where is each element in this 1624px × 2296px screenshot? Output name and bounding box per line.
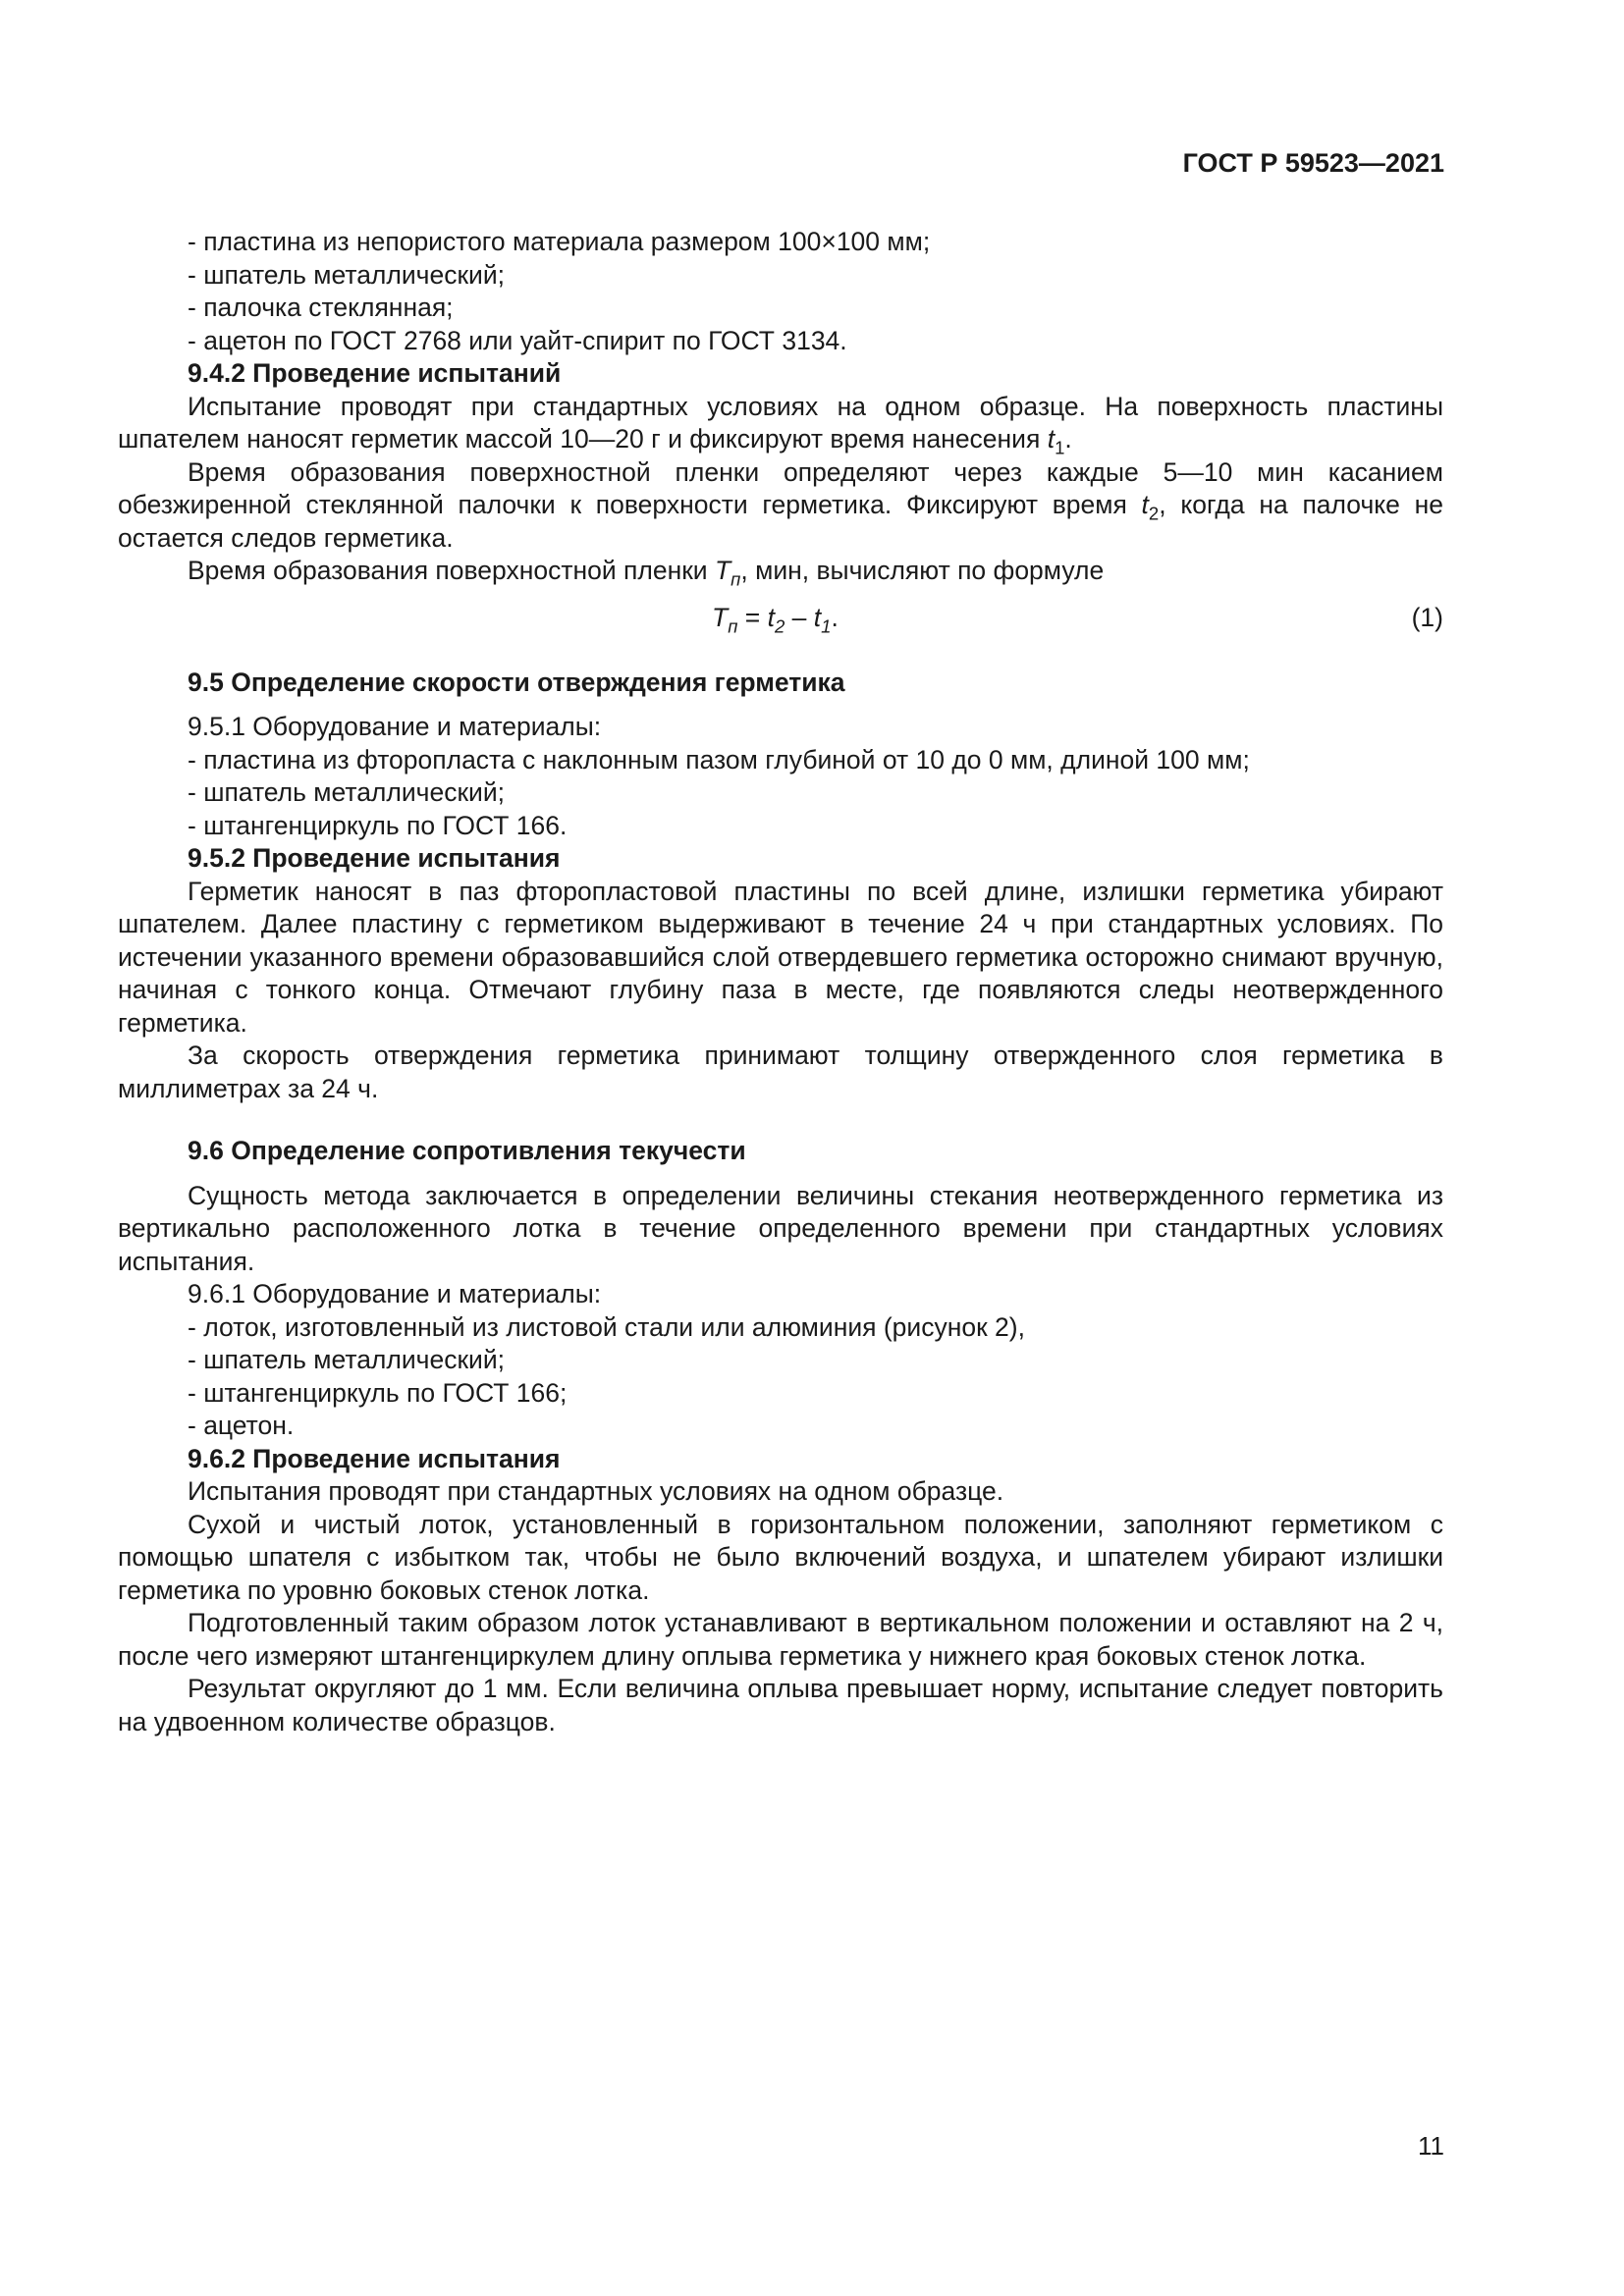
page-number: 11 [1418,2131,1444,2161]
formula: $T_п = t_2 - t_1$. [712,602,839,636]
paragraph: Сухой и чистый лоток, установленный в горизонтальном положении, заполняют герметиком с помощью шпателя с избытком так, чтобы не было включений воздуха, и шпателем убирают излишки герметика по уровню боковых стенок лотка. [118,1509,1443,1605]
list-item: - ацетон по ГОСТ 2768 или уайт-спирит по ГОСТ 3134. [118,325,1443,358]
subsection-heading: 9.4.2 Проведение испытаний [188,358,562,388]
subsection-heading: 9.6.2 Проведение испытания [188,1443,561,1473]
paragraph: Испытания проводят при стандартных условиях на одном образце. [188,1476,1004,1506]
list-item: - шпатель металлический; [118,1344,1443,1377]
list-item: - ацетон. [118,1410,1443,1443]
list-item: - палочка стеклянная; [118,292,1443,325]
document-id: ГОСТ Р 59523—2021 [1182,148,1444,178]
list-item: - штангенциркуль по ГОСТ 166. [118,810,1443,843]
formula-row [118,594,1443,643]
subsection-heading: 9.5.2 Проведение испытания [188,843,561,873]
paragraph: Испытание проводят при стандартных условиях на одном образце. На поверхность пластины шпателем наносят герметик массой 10—20 г и фиксируют время нанесения $t_1$. [118,391,1443,458]
paragraph: Сущность метода заключается в определении величины стекания неотвержденного герметика из вертикально расположенного лотка в течение определенного времени при стандартных условиях испытания. [118,1180,1443,1276]
list-item: - штангенциркуль по ГОСТ 166; [118,1377,1443,1411]
document-body [118,226,1443,1738]
list-item: - пластина из непористого материала размером 100×100 мм; [118,226,1443,259]
paragraph: Время образования поверхностной пленки определяют через каждые 5—10 мин касанием обезжиренной стеклянной палочки к поверхности герметика. Фиксируют время $t_2$, когда на палочке не остается следов герметика. [118,456,1443,553]
equation-number: (1) [1411,602,1443,632]
paragraph: Подготовленный таким образом лоток устанавливают в вертикальном положении и оставляют на 2 ч, после чего измеряют штангенциркулем длину оплыва герметика у нижнего края боковых стенок лотка. [118,1608,1443,1671]
section-heading: 9.6 Определение сопротивления текучести [188,1136,746,1165]
section-heading: 9.5 Определение скорости отверждения герметика [188,667,845,697]
paragraph: За скорость отверждения герметика принимают толщину отвержденного слоя герметика в миллиметрах за 24 ч. [118,1041,1443,1103]
subsection-heading: 9.6.1 Оборудование и материалы: [188,1279,602,1308]
list-item: - лоток, изготовленный из листовой стали или алюминия (рисунок 2), [118,1311,1443,1345]
subsection-heading: 9.5.1 Оборудование и материалы: [188,712,602,741]
paragraph: Герметик наносят в паз фторопластовой пластины по всей длине, излишки герметика убирают шпателем. Далее пластину с герметиком выдерживают в течение 24 ч при стандартных условиях. По истечении указанного времени образовавшийся слой отвердевшего герметика осторожно снимают вручную, начиная с тонкого конца. Отмечают глубину паза в месте, где появляются следы неотвержденного герметика. [118,876,1443,1038]
paragraph: Время образования поверхностной пленки $T_п$, мин, вычисляют по формуле [188,556,1105,590]
list-item: - шпатель металлический; [118,776,1443,810]
list-item: - шпатель металлический; [118,259,1443,293]
list-item: - пластина из фторопласта с наклонным пазом глубиной от 10 до 0 мм, длиной 100 мм; [118,744,1443,777]
paragraph: Результат округляют до 1 мм. Если величина оплыва превышает норму, испытание следует повторить на удвоенном количестве образцов. [118,1674,1443,1736]
